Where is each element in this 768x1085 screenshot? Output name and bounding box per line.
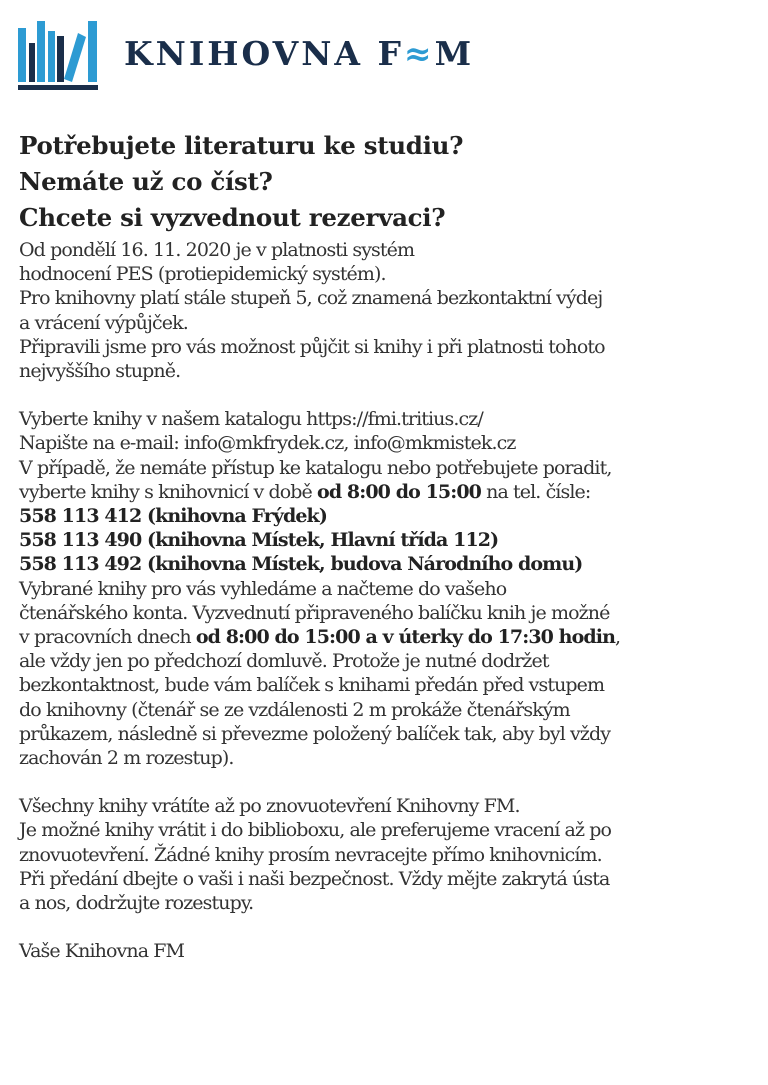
- phone-frydek: 558 113 412 (knihovna Frýdek): [19, 505, 327, 528]
- heading-2: Nemáte už co číst?: [19, 167, 273, 196]
- email-line: Napište na e-mail: info@mkfrydek.cz, info@mkmistek.cz: [19, 432, 516, 455]
- wave-icon: ≈: [403, 34, 435, 73]
- heading-1: Potřebujete literaturu ke studiu?: [19, 131, 464, 160]
- library-logo-icon: [18, 18, 100, 90]
- headings: [19, 128, 463, 236]
- article-body: [19, 238, 764, 963]
- catalog-line: Vyberte knihy v našem katalogu https://fmi.tritius.cz/: [19, 408, 483, 431]
- paragraph-ordering: Vyberte knihy v našem katalogu https://fmi.tritius.cz/ Napište na e-mail: info@mkfrydek.cz, info@mkmistek.cz V případě, že nemáte přístup ke katalogu nebo potřebujete poradit, vyberte knihy s knihovnicí v době od 8:00 do 15:00 na tel. čísle: 558 113 412 (knihovna Frýdek) 558 113 490 (knihovna Místek, Hlavní třída 112) 558 113 492 (knihovna Místek, budova Národního domu) Vybrané knihy pro vás vyhledáme a načteme do vašeho čtenářského konta. Vyzvednutí připraveného balíčku knih je možné v pracovních dnech od 8:00 do 15:00 a v úterky do 17:30 hodin, ale vždy jen po předchozí domluvě. Protože je nutné dodržet bezkontaktnost, bude vám balíček s knihami předán před vstupem do knihovny (čtenář se ze vzdálenosti 2 m prokáže čtenářským průkazem, následně si převezme položený balíček tak, aby byl vždy zachován 2 m rozestup).: [19, 407, 764, 770]
- brand-name: KNIHOVNA F≈M: [124, 34, 475, 73]
- pickup-hours-bold: od 8:00 do 15:00 a v úterky do 17:30 hodin: [195, 626, 615, 649]
- paragraph-returns: Všechny knihy vrátíte až po znovuotevření Knihovny FM. Je možné knihy vrátit i do biblioboxu, ale preferujeme vracení až po znovuotevření. Žádné knihy prosím nevracejte přímo knihovnicím. Při předání dbejte o vaši i naši bezpečnost. Vždy mějte zakrytá ústa a nos, dodržujte rozestupy.: [19, 795, 612, 915]
- paragraph-pes: Od pondělí 16. 11. 2020 je v platnosti systém hodnocení PES (protiepidemický systém). Pro knihovny platí stále stupeň 5, což znamená bezkontaktní výdej a vrácení výpůjček. Připravili jsme pro vás možnost půjčit si knihy i při platnosti tohoto nejvyššího stupně.: [19, 239, 605, 383]
- heading-3: Chcete si vyzvednout rezervaci?: [19, 203, 446, 232]
- signature: Vaše Knihovna FM: [19, 940, 185, 963]
- phone-mistek-narodni-dum: 558 113 492 (knihovna Místek, budova Národního domu): [19, 553, 583, 576]
- phone-mistek-hlavni: 558 113 490 (knihovna Místek, Hlavní třída 112): [19, 529, 499, 552]
- hours-bold: od 8:00 do 15:00: [317, 480, 481, 503]
